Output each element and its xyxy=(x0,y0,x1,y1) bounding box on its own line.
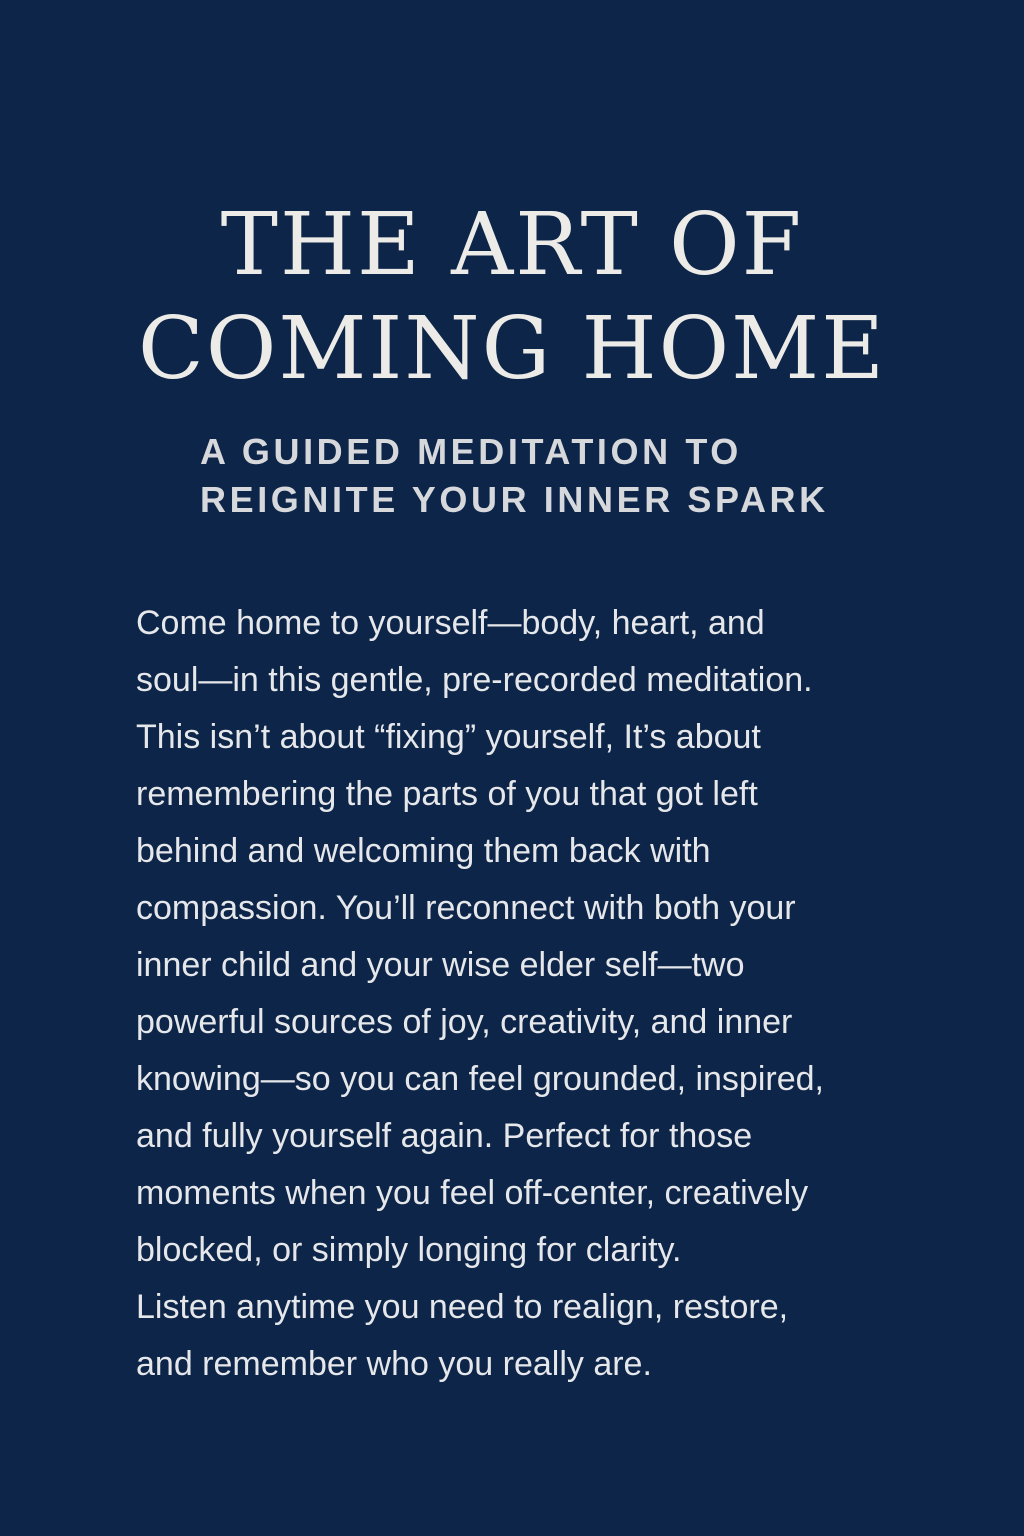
description-line: Listen anytime you need to realign, restore, xyxy=(136,1288,789,1326)
description-line: and remember who you really are. xyxy=(136,1345,652,1383)
description-line: Come home to yourself—body, heart, and xyxy=(136,604,765,642)
title-line: THE ART OF xyxy=(220,195,804,295)
subtitle xyxy=(200,428,980,524)
description-line: blocked, or simply longing for clarity. xyxy=(136,1231,682,1269)
description-line: This isn’t about “fixing” yourself, It’s about xyxy=(136,718,761,756)
description-paragraph xyxy=(136,595,956,1393)
title-line: COMING HOME xyxy=(138,299,886,399)
description-line: remembering the parts of you that got left xyxy=(136,775,758,813)
subtitle-line: REIGNITE YOUR INNER SPARK xyxy=(200,479,829,520)
description-line: and fully yourself again. Perfect for those xyxy=(136,1117,753,1155)
description-line: moments when you feel off-center, creatively xyxy=(136,1174,809,1212)
description-line: powerful sources of joy, creativity, and inner xyxy=(136,1003,793,1041)
description-line: inner child and your wise elder self—two xyxy=(136,946,745,984)
description-line: soul—in this gentle, pre-recorded meditation. xyxy=(136,661,813,699)
description-line: behind and welcoming them back with xyxy=(136,832,711,870)
description-line: knowing—so you can feel grounded, inspired, xyxy=(136,1060,824,1098)
page-title xyxy=(0,195,1024,403)
description-line: compassion. You’ll reconnect with both your xyxy=(136,889,796,927)
subtitle-line: A GUIDED MEDITATION TO xyxy=(200,431,742,472)
